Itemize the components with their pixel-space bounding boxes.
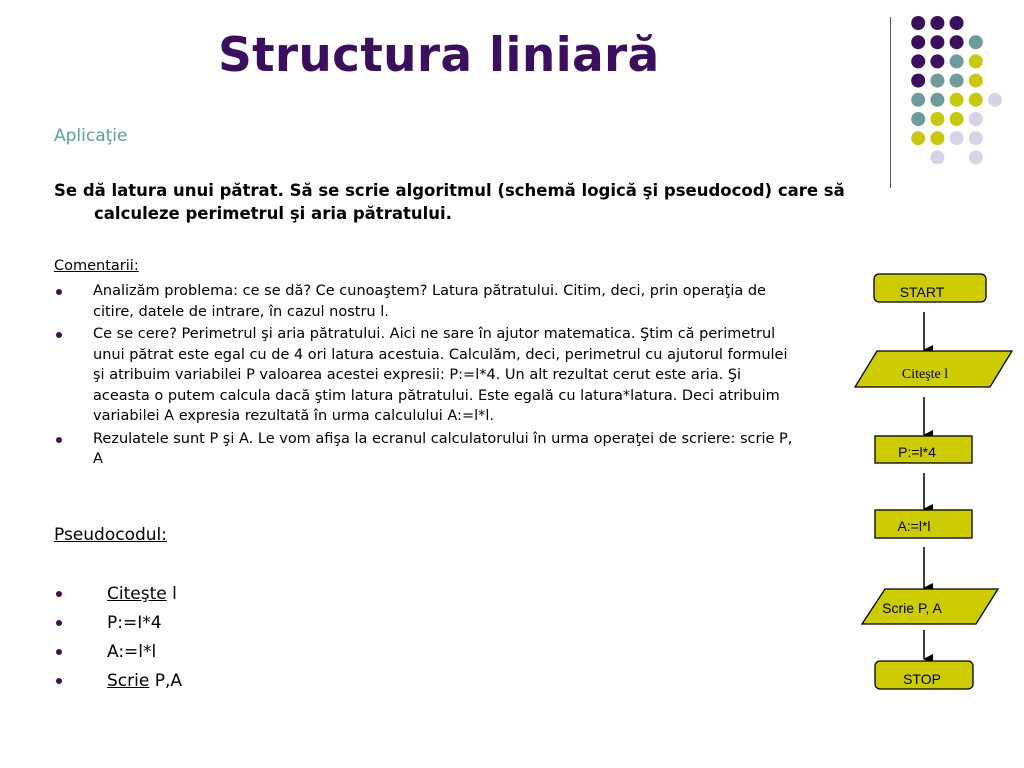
pseudocode-keyword: Scrie: [107, 671, 150, 691]
slide-title: Structura liniară: [218, 28, 660, 83]
flow-assign-p: [875, 436, 972, 463]
flow-start-label: START: [899, 284, 945, 300]
pseudocode-heading: Pseudocodul:: [54, 525, 167, 545]
pseudocode-rest: P:=I*4: [107, 613, 162, 633]
flow-stop-label: STOP: [903, 671, 941, 687]
pseudocode-rest: l: [166, 584, 177, 604]
pseudocode-keyword: Citeşte: [107, 584, 167, 604]
comment-text: Analizăm problema: ce se dă? Ce cunoaştem? Latura pătratului. Citim, deci, prin operaţia de citire, datele de intrare, în cazul nostru l.: [93, 283, 766, 320]
flow-assign-p-label: P:=l*4: [898, 444, 936, 460]
pseudocode-rest: P,A: [149, 671, 183, 691]
flow-read-label: Citeşte l: [901, 367, 949, 382]
flow-read: [855, 351, 1012, 387]
comment-text: Rezulatele sunt P şi A. Le vom afişa la ecranul calculatorului în urma operaţei de scriere: scrie P, A: [93, 430, 793, 467]
pseudocode-rest: A:=l*l: [107, 642, 157, 662]
comment-text: Ce se cere? Perimetrul şi aria pătratului. Aici ne sare în ajutor matematica. Ştim că perimetrul unui pătrat este egal cu de 4 ori latura acestuia. Calculăm, deci, perimetrul cu ajutorul formulei şi atribuim variabilei P valoarea acestei expresii: P:=l*4. Un alt rezultat cerut este aria. Şi aceasta o putem calcula dacă ştim latura pătratului. Este egală cu latura*latura. Deci atribuim variabilei A expresia rezultată în urma calculului A:=l*l.: [93, 326, 788, 424]
flow-write: [862, 589, 998, 624]
flow-start: [874, 274, 986, 302]
flow-write-label: Scrie P, A: [882, 600, 942, 616]
slide-subtitle: Aplicaţie: [54, 126, 128, 146]
problem-statement: Se dă latura unui pătrat. Să se scrie algoritmul (schemă logică şi pseudocod) care să calculeze perimetrul şi aria pătratului.: [54, 181, 845, 223]
flow-assign-a-label: A:=l*l: [897, 518, 931, 534]
flow-stop: [875, 661, 973, 689]
flow-assign-a: [875, 510, 972, 538]
comments-heading: Comentarii:: [54, 258, 139, 274]
